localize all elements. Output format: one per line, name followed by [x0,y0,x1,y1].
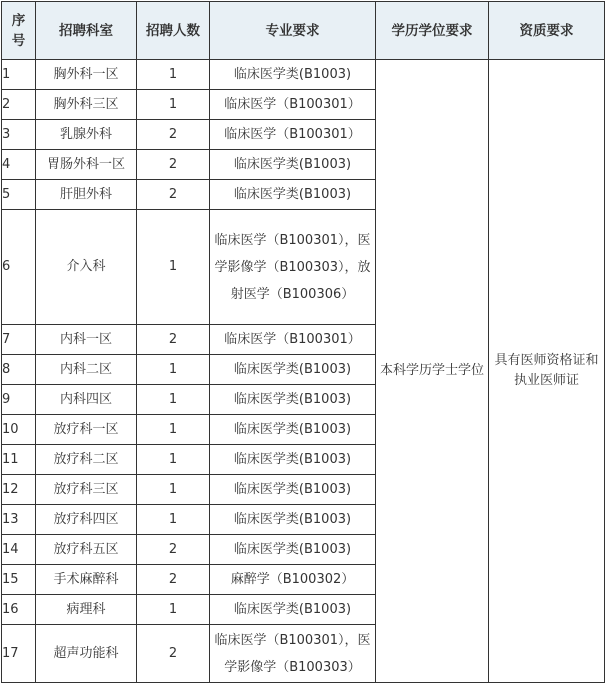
headcount-cell: 1 [137,415,210,445]
department-cell: 放疗科二区 [36,445,137,475]
row-number: 14 [2,535,36,565]
headcount-cell: 1 [137,60,210,90]
headcount-cell: 1 [137,475,210,505]
table-row [2,60,605,90]
row-number: 10 [2,415,36,445]
headcount-cell: 2 [137,565,210,595]
department-cell: 内科四区 [36,385,137,415]
headcount-cell: 1 [137,210,210,325]
major-requirement-cell: 临床医学（B100301），医学影像学（B100303），放射医学（B100306） [210,210,376,325]
department-cell: 内科一区 [36,325,137,355]
education-requirement-cell: 本科学历学士学位 [376,60,489,683]
header-qual: 资质要求 [489,2,605,60]
department-cell: 内科二区 [36,355,137,385]
row-number: 17 [2,625,36,683]
row-number: 6 [2,210,36,325]
table-header [2,2,605,60]
table-body [2,60,605,683]
headcount-cell: 1 [137,385,210,415]
headcount-cell: 1 [137,445,210,475]
department-cell: 肝胆外科 [36,180,137,210]
major-requirement-cell: 临床医学类(B1003) [210,445,376,475]
header-seq-label: 序号 [11,12,26,49]
headcount-cell: 2 [137,180,210,210]
major-requirement-cell: 临床医学类(B1003) [210,385,376,415]
headcount-cell: 2 [137,535,210,565]
major-requirement-cell: 临床医学（B100301） [210,90,376,120]
row-number: 8 [2,355,36,385]
department-cell: 病理科 [36,595,137,625]
department-cell: 胃肠外科一区 [36,150,137,180]
department-cell: 放疗科三区 [36,475,137,505]
major-requirement-cell: 临床医学类(B1003) [210,150,376,180]
headcount-cell: 2 [137,325,210,355]
major-requirement-cell: 麻醉学（B100302） [210,565,376,595]
row-number: 13 [2,505,36,535]
header-major: 专业要求 [210,2,376,60]
row-number: 11 [2,445,36,475]
headcount-cell: 1 [137,505,210,535]
department-cell: 胸外科三区 [36,90,137,120]
row-number: 7 [2,325,36,355]
major-requirement-cell: 临床医学类(B1003) [210,505,376,535]
headcount-cell: 1 [137,90,210,120]
row-number: 4 [2,150,36,180]
header-count: 招聘人数 [137,2,210,60]
major-requirement-cell: 临床医学类(B1003) [210,415,376,445]
row-number: 15 [2,565,36,595]
recruitment-table [1,1,605,683]
row-number: 16 [2,595,36,625]
headcount-cell: 1 [137,355,210,385]
header-seq [2,2,36,60]
headcount-cell: 1 [137,595,210,625]
department-cell: 超声功能科 [36,625,137,683]
department-cell: 乳腺外科 [36,120,137,150]
header-row [2,2,605,60]
row-number: 2 [2,90,36,120]
row-number: 5 [2,180,36,210]
major-requirement-cell: 临床医学（B100301） [210,120,376,150]
department-cell: 放疗科五区 [36,535,137,565]
department-cell: 胸外科一区 [36,60,137,90]
major-requirement-cell: 临床医学（B100301），医学影像学（B100303） [210,625,376,683]
row-number: 9 [2,385,36,415]
header-edu: 学历学位要求 [376,2,489,60]
major-requirement-cell: 临床医学类(B1003) [210,60,376,90]
row-number: 1 [2,60,36,90]
row-number: 12 [2,475,36,505]
major-requirement-cell: 临床医学类(B1003) [210,475,376,505]
major-requirement-cell: 临床医学类(B1003) [210,180,376,210]
header-dept: 招聘科室 [36,2,137,60]
headcount-cell: 2 [137,120,210,150]
major-requirement-cell: 临床医学类(B1003) [210,595,376,625]
major-requirement-cell: 临床医学类(B1003) [210,535,376,565]
department-cell: 放疗科一区 [36,415,137,445]
department-cell: 手术麻醉科 [36,565,137,595]
qualification-requirement-cell: 具有医师资格证和执业医师证 [489,60,605,683]
major-requirement-cell: 临床医学（B100301） [210,325,376,355]
major-requirement-cell: 临床医学类(B1003) [210,355,376,385]
department-cell: 介入科 [36,210,137,325]
headcount-cell: 2 [137,150,210,180]
department-cell: 放疗科四区 [36,505,137,535]
row-number: 3 [2,120,36,150]
headcount-cell: 2 [137,625,210,683]
